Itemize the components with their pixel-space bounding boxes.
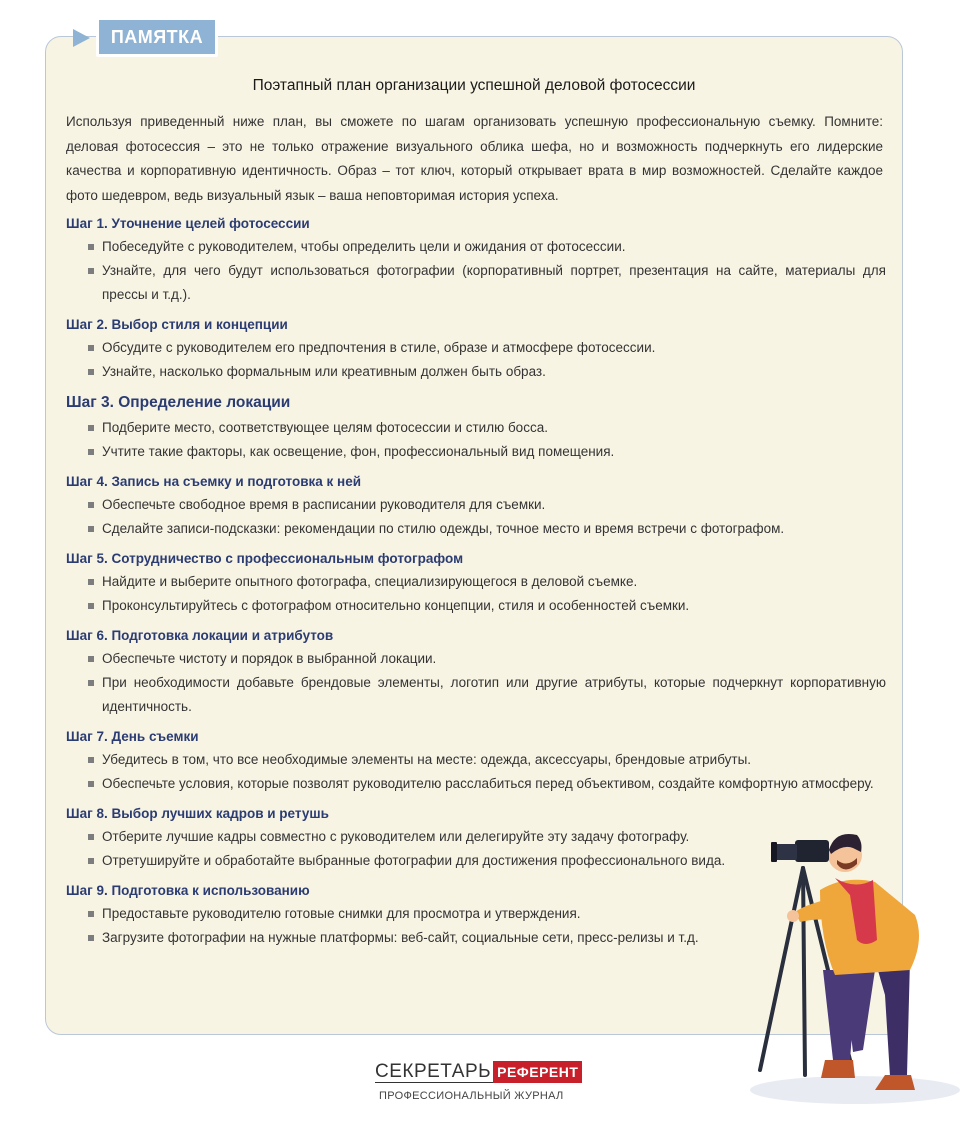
step-item: Сделайте записи-подсказки: рекомендации по стилю одежды, точное место и время встречи с фотографом. (88, 517, 886, 541)
step-title: Шаг 8. Выбор лучших кадров и ретушь (66, 806, 329, 821)
step-title: Шаг 2. Выбор стиля и концепции (66, 317, 288, 332)
step-title: Шаг 7. День съемки (66, 729, 199, 744)
step-item: Обсудите с руководителем его предпочтения в стиле, образе и атмосфере фотосессии. (88, 336, 886, 360)
camera-icon (771, 840, 829, 862)
step-item: Предоставьте руководителю готовые снимки для просмотра и утверждения. (88, 902, 886, 926)
logo-part2: РЕФЕРЕНТ (493, 1061, 582, 1083)
step-item: Побеседуйте с руководителем, чтобы определить цели и ожидания от фотосессии. (88, 235, 886, 259)
step-item: Учтите такие факторы, как освещение, фон, профессиональный вид помещения. (88, 440, 886, 464)
step-1 (66, 216, 886, 307)
step-6 (66, 628, 886, 719)
step-item: Проконсультируйтесь с фотографом относительно концепции, стиля и особенностей съемки. (88, 594, 886, 618)
step-item: Узнайте, насколько формальным или креативным должен быть образ. (88, 360, 886, 384)
memo-tag: ПАМЯТКА (96, 17, 218, 57)
step-item: Найдите и выберите опытного фотографа, специализирующегося в деловой съемке. (88, 570, 886, 594)
step-item: Отретушируйте и обработайте выбранные фотографии для достижения профессионального вида. (88, 849, 886, 873)
step-2 (66, 317, 886, 384)
step-item: Обеспечьте чистоту и порядок в выбранной локации. (88, 647, 886, 671)
step-title: Шаг 4. Запись на съемку и подготовка к ней (66, 474, 362, 489)
logo-part1: СЕКРЕТАРЬ (375, 1061, 492, 1082)
intro-paragraph: Используя приведенный ниже план, вы сможете по шагам организовать успешную профессиональную съемку. Помните: деловая фотосессия – это не только отражение визуального облика шефа, но и возможность подчеркнуть его лидерские качества и корпоративную идентичность. Образ – тот ключ, который открывает врата в мир возможностей. Сделайте каждое фото шедевром, ведь визуальный язык – ваша неповторимая история успеха. (66, 114, 883, 203)
step-item: Подберите место, соответствующее целям фотосессии и стилю босса. (88, 416, 886, 440)
step-item: Загрузите фотографии на нужные платформы: веб-сайт, социальные сети, пресс-релизы и т.д. (88, 926, 886, 950)
step-item: Узнайте, для чего будут использоваться фотографии (корпоративный портрет, презентация на сайте, материалы для прессы и т.д.). (88, 259, 886, 307)
step-item: Отберите лучшие кадры совместно с руководителем или делегируйте эту задачу фотографу. (88, 825, 886, 849)
step-title: Шаг 1. Уточнение целей фотосессии (66, 216, 310, 231)
logo-subtitle: ПРОФЕССИОНАЛЬНЫЙ ЖУРНАЛ (379, 1090, 564, 1102)
step-title: Шаг 6. Подготовка локации и атрибутов (66, 628, 334, 643)
step-title: Шаг 9. Подготовка к использованию (66, 883, 310, 898)
step-item: Убедитесь в том, что все необходимые элементы на месте: одежда, аксессуары, брендовые атрибуты. (88, 748, 886, 772)
page-title: Поэтапный план организации успешной деловой фотосессии (252, 77, 696, 94)
step-4 (66, 474, 886, 541)
step-7 (66, 729, 886, 796)
step-title: Шаг 3. Определение локации (66, 394, 291, 411)
step-title: Шаг 5. Сотрудничество с профессиональным фотографом (66, 551, 464, 566)
step-3 (66, 394, 886, 464)
step-item: Обеспечьте свободное время в расписании руководителя для съемки. (88, 493, 886, 517)
tag-arrow-icon (73, 29, 90, 47)
step-item: Обеспечьте условия, которые позволят руководителю расслабиться перед объективом, создайте комфортную атмосферу. (88, 772, 886, 796)
step-item: При необходимости добавьте брендовые элементы, логотип или другие атрибуты, которые подчеркнут корпоративную идентичность. (88, 671, 886, 719)
step-5 (66, 551, 886, 618)
publisher-logo (375, 1061, 582, 1083)
photographer-illustration (725, 820, 965, 1110)
